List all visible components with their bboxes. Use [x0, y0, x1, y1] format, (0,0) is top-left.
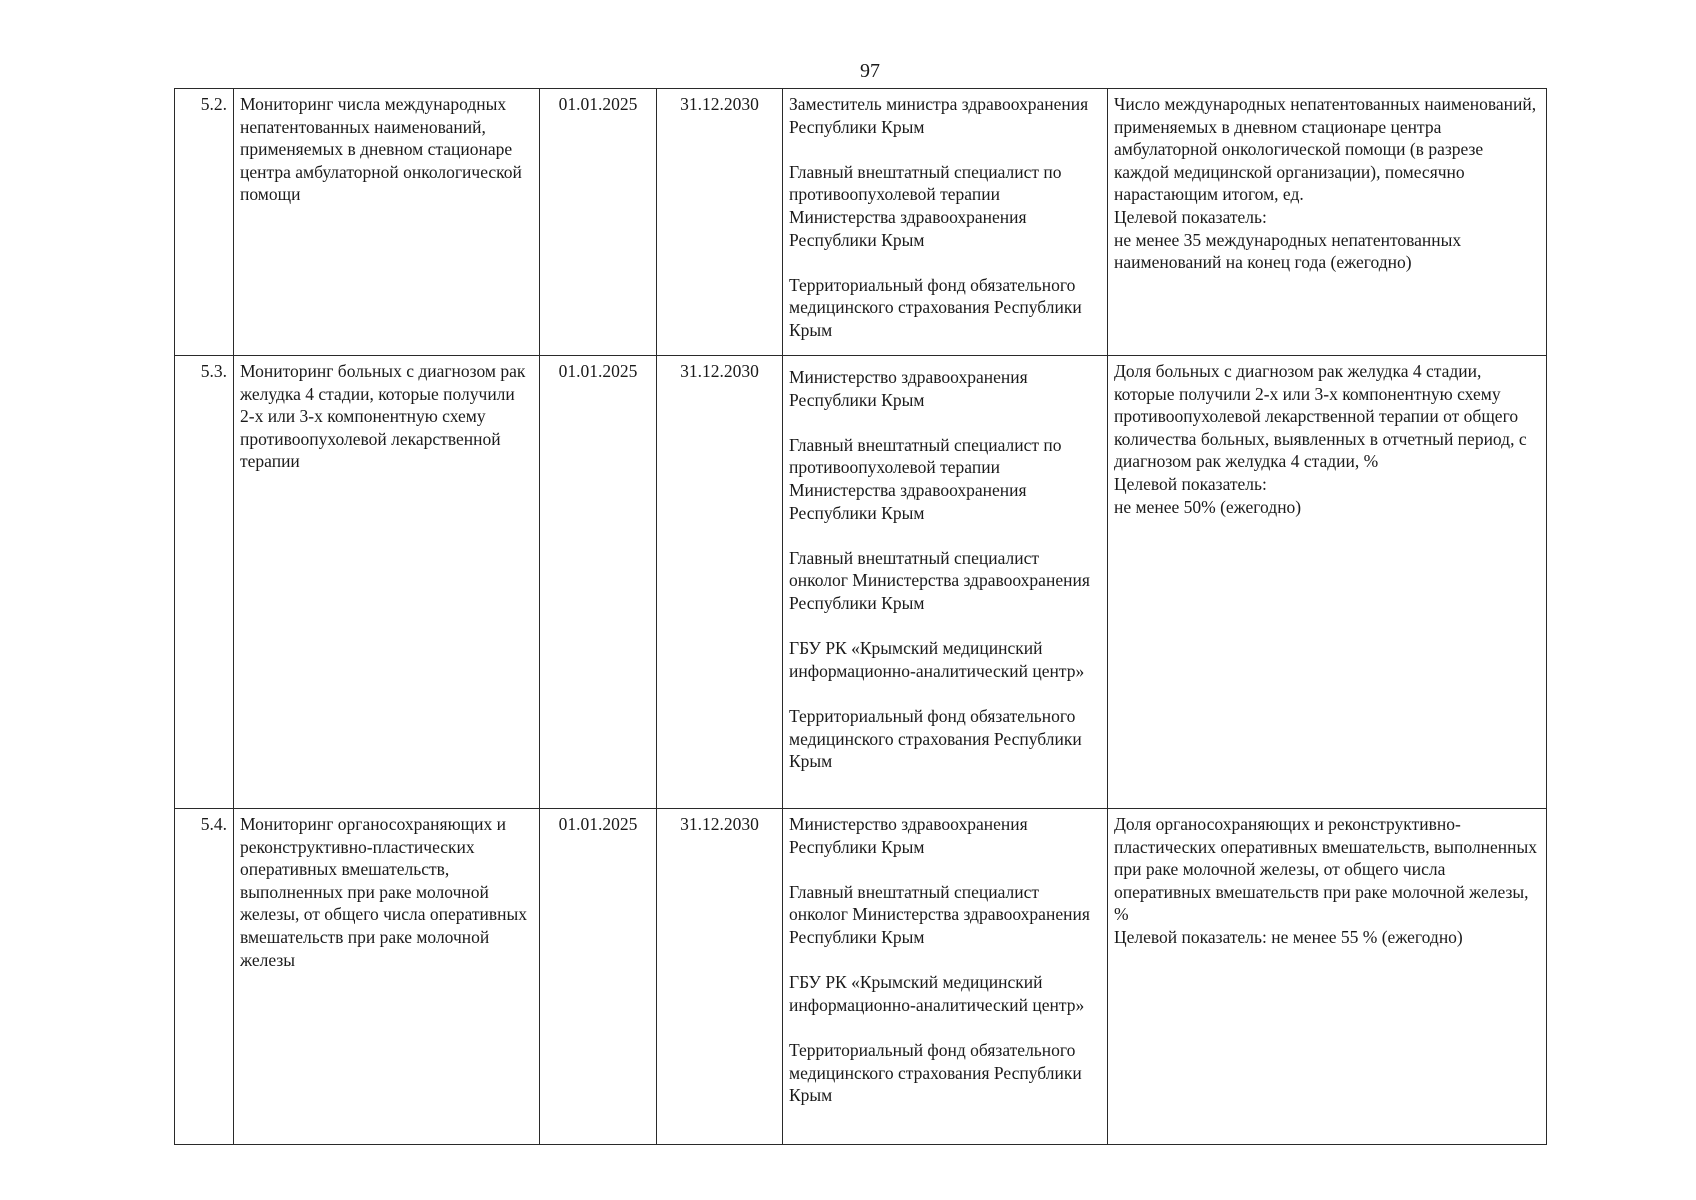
row-number: 5.3.	[175, 356, 234, 809]
indicator-text: Доля больных с диагнозом рак желудка 4 стадии, которые получили 2-х или 3-х компонентную схему противоопухолевой лекарственной терапии от общего количества больных, выявленных в отчетный период, с диагнозом рак желудка 4 стадии, %	[1114, 361, 1527, 472]
responsible-item: Главный внештатный специалист по противоопухолевой терапии Министерства здравоохранения Республики Крым	[789, 434, 1062, 523]
indicator-cell	[1108, 809, 1547, 1145]
responsible-item: Заместитель министра здравоохранения Республики Крым	[789, 94, 1089, 137]
row-number: 5.4.	[175, 809, 234, 1145]
table-row	[175, 809, 1547, 1145]
start-date: 01.01.2025	[540, 356, 657, 809]
indicator-cell	[1108, 89, 1547, 356]
measure-title: Мониторинг органосохраняющих и реконструктивно-пластических оперативных вмешательств, выполненных при раке молочной железы, от общего числа оперативных вмешательств при раке молочной железы	[234, 809, 540, 1145]
indicator-text: Число международных непатентованных наименований, применяемых в дневном стационаре центра амбулаторной онкологической помощи (в разрезе каждой медицинской организации), помесячно нарастающим итогом, ед.	[1114, 94, 1537, 205]
responsible-item: Территориальный фонд обязательного медицинского страхования Республики Крым	[789, 274, 1082, 340]
responsible-item: Территориальный фонд обязательного медицинского страхования Республики Крым	[789, 705, 1082, 772]
table-row	[175, 89, 1547, 356]
start-date: 01.01.2025	[540, 89, 657, 356]
indicator-cell	[1108, 356, 1547, 809]
indicator-target-value: не менее 50% (ежегодно)	[1114, 496, 1302, 517]
responsible-item: Главный внештатный специалист онколог Министерства здравоохранения Республики Крым	[789, 881, 1090, 947]
responsible-item: Министерство здравоохранения Республики Крым	[789, 814, 1028, 857]
responsible-item: Главный внештатный специалист онколог Министерства здравоохранения Республики Крым	[789, 547, 1090, 613]
responsible-cell	[783, 809, 1108, 1145]
row-number: 5.2.	[175, 89, 234, 356]
responsible-item: Территориальный фонд обязательного медицинского страхования Республики Крым	[789, 1039, 1082, 1106]
responsible-item: ГБУ РК «Крымский медицинский информационно-аналитический центр»	[789, 972, 1085, 1015]
end-date: 31.12.2030	[657, 809, 783, 1145]
end-date: 31.12.2030	[657, 356, 783, 809]
measures-table	[174, 88, 1547, 1145]
table-row	[175, 356, 1547, 809]
indicator-target: Целевой показатель: не менее 55 % (ежегодно)	[1114, 926, 1463, 947]
measure-title: Мониторинг числа международных непатентованных наименований, применяемых в дневном стационаре центра амбулаторной онкологической помощи	[234, 89, 540, 356]
start-date: 01.01.2025	[540, 809, 657, 1145]
responsible-item: Главный внештатный специалист по противоопухолевой терапии Министерства здравоохранения Республики Крым	[789, 161, 1062, 250]
end-date: 31.12.2030	[657, 89, 783, 356]
indicator-target-label: Целевой показатель:	[1114, 473, 1267, 494]
responsible-item: ГБУ РК «Крымский медицинский информационно-аналитический центр»	[789, 638, 1085, 681]
indicator-target-value: не менее 35 международных непатентованных наименований на конец года (ежегодно)	[1114, 229, 1462, 273]
responsible-cell	[783, 89, 1108, 356]
indicator-text: Доля органосохраняющих и реконструктивно-пластических оперативных вмешательств, выполненных при раке молочной железы, от общего числа оперативных вмешательств при раке молочной железы, %	[1114, 814, 1538, 925]
page-number: 97	[860, 60, 880, 82]
indicator-target-label: Целевой показатель:	[1114, 206, 1267, 227]
responsible-item: Министерство здравоохранения Республики Крым	[789, 367, 1028, 410]
responsible-cell	[783, 356, 1108, 809]
measure-title: Мониторинг больных с диагнозом рак желудка 4 стадии, которые получили 2-х или 3-х компонентную схему противоопухолевой лекарственной терапии	[234, 356, 540, 809]
